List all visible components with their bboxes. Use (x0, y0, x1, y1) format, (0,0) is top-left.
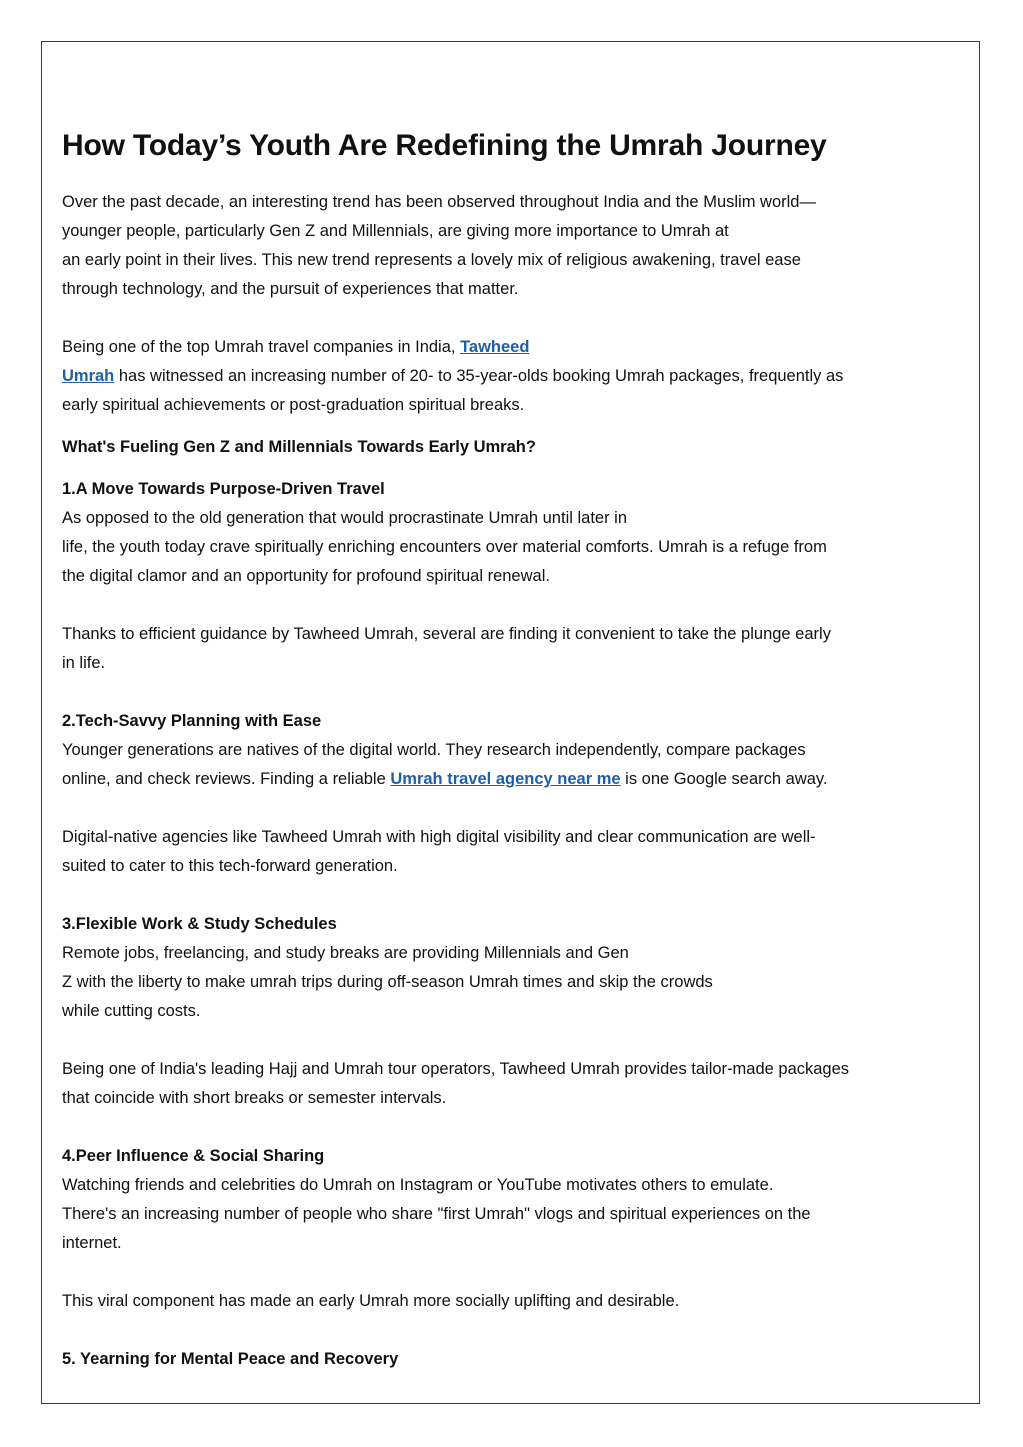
section-text: online, and check reviews. Finding a reliable (62, 770, 391, 788)
section-peer-influence (62, 1142, 962, 1316)
article-title: How Today’s Youth Are Redefining the Umrah Journey (62, 129, 827, 162)
question-heading: What's Fueling Gen Z and Millennials Towards Early Umrah? (62, 438, 536, 456)
spacer (62, 420, 962, 433)
section-heading: 5. Yearning for Mental Peace and Recovery (62, 1350, 399, 1368)
intro-paragraph (62, 188, 962, 304)
section-heading: 1.A Move Towards Purpose-Driven Travel (62, 480, 385, 498)
company-text: has witnessed an increasing number of 20- to 35-year-olds booking Umrah packages, frequently as (114, 367, 844, 385)
section-line: Being one of India's leading Hajj and Umrah tour operators, Tawheed Umrah provides tailor-made packages (62, 1060, 850, 1078)
section-tech-savvy (62, 707, 962, 881)
spacer (62, 794, 962, 823)
company-paragraph (62, 333, 962, 420)
spacer (62, 304, 962, 333)
section-line (62, 765, 962, 794)
section-line: Thanks to efficient guidance by Tawheed Umrah, several are finding it convenient to take the plunge early (62, 625, 831, 643)
spacer (62, 591, 962, 620)
company-line (62, 333, 962, 362)
section-heading: 2.Tech-Savvy Planning with Ease (62, 712, 322, 730)
tawheed-umrah-link[interactable]: Tawheed (460, 338, 530, 356)
section-text: is one Google search away. (620, 770, 828, 788)
spacer (62, 881, 962, 910)
spacer (62, 1026, 962, 1055)
section-flexible-schedules (62, 910, 962, 1113)
spacer (62, 1258, 962, 1287)
section-purpose-driven (62, 475, 962, 678)
tawheed-umrah-link-continued[interactable]: Umrah (62, 367, 115, 385)
document-page (41, 41, 980, 1404)
intro-line: through technology, and the pursuit of experiences that matter. (62, 280, 519, 298)
section-mental-peace (62, 1345, 962, 1374)
spacer (62, 1113, 962, 1142)
section-line: Z with the liberty to make umrah trips during off-season Umrah times and skip the crowds (62, 973, 713, 991)
section-line: Digital-native agencies like Tawheed Umrah with high digital visibility and clear communication are well- (62, 828, 816, 846)
section-line: suited to cater to this tech-forward generation. (62, 857, 398, 875)
intro-line: an early point in their lives. This new trend represents a lovely mix of religious awakening, travel ease (62, 251, 801, 269)
spacer (62, 678, 962, 707)
section-line: Remote jobs, freelancing, and study breaks are providing Millennials and Gen (62, 944, 629, 962)
section-line: life, the youth today crave spiritually enriching encounters over material comforts. Umrah is a refuge from (62, 538, 827, 556)
section-line: in life. (62, 654, 106, 672)
company-line: early spiritual achievements or post-graduation spiritual breaks. (62, 396, 525, 414)
section-line: Watching friends and celebrities do Umrah on Instagram or YouTube motivates others to emulate. (62, 1176, 774, 1194)
section-line: while cutting costs. (62, 1002, 201, 1020)
spacer (62, 462, 962, 475)
article-body (62, 124, 962, 1374)
intro-line: younger people, particularly Gen Z and Millennials, are giving more importance to Umrah at (62, 222, 729, 240)
company-line (62, 362, 962, 391)
section-line: the digital clamor and an opportunity for profound spiritual renewal. (62, 567, 550, 585)
section-line: As opposed to the old generation that would procrastinate Umrah until later in (62, 509, 628, 527)
spacer (62, 1316, 962, 1345)
section-line: that coincide with short breaks or semester intervals. (62, 1089, 447, 1107)
section-heading: 3.Flexible Work & Study Schedules (62, 915, 337, 933)
section-line: This viral component has made an early Umrah more socially uplifting and desirable. (62, 1292, 680, 1310)
umrah-agency-link[interactable]: Umrah travel agency near me (390, 770, 621, 788)
section-line: internet. (62, 1234, 122, 1252)
company-text: Being one of the top Umrah travel companies in India, (62, 338, 461, 356)
intro-line: Over the past decade, an interesting trend has been observed throughout India and the Muslim world— (62, 193, 816, 211)
section-heading: 4.Peer Influence & Social Sharing (62, 1147, 325, 1165)
section-line: There's an increasing number of people who share "first Umrah" vlogs and spiritual experiences on the (62, 1205, 811, 1223)
section-line: Younger generations are natives of the digital world. They research independently, compare packages (62, 741, 806, 759)
